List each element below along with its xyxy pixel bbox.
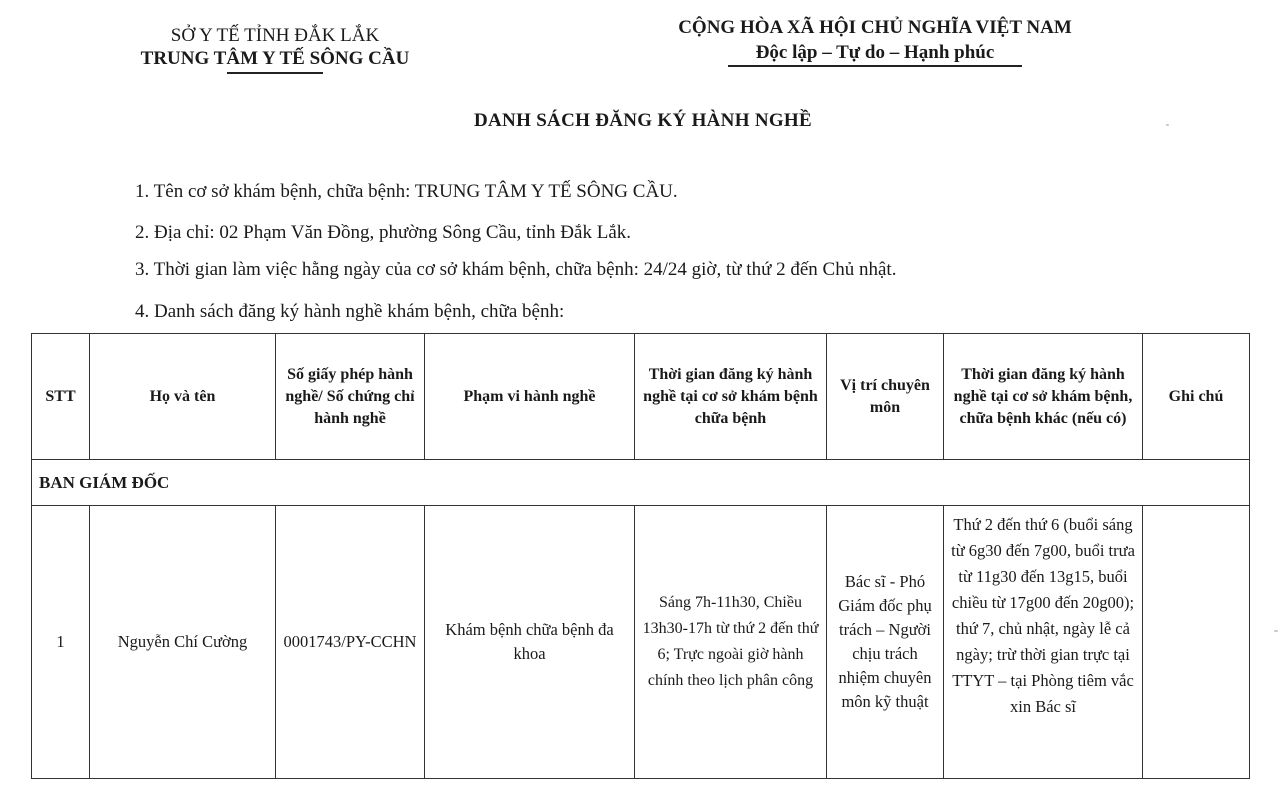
cell-full-name: Nguyễn Chí Cường [90, 506, 276, 779]
scan-speck [1166, 124, 1169, 126]
national-header [630, 16, 1120, 67]
column-header-full-name: Họ và tên [90, 334, 276, 460]
cell-other-facility-schedule: Thứ 2 đến thứ 6 (buổi sáng từ 6g30 đến 7g00, buổi trưa từ 11g30 đến 13g15, buổi chiều từ 17g00 đến 20g00); thứ 7, chủ nhật, ngày lễ cả ngày; trừ thời gian trực tại TTYT – tại Phòng tiêm vắc xin Bác sĩ [944, 506, 1143, 779]
cell-registered-schedule: Sáng 7h-11h30, Chiều 13h30-17h từ thứ 2 đến thứ 6; Trực ngoài giờ hành chính theo lịch phân công [635, 506, 827, 779]
national-title: CỘNG HÒA XÃ HỘI CHỦ NGHĨA VIỆT NAM [678, 17, 1072, 38]
document-title: DANH SÁCH ĐĂNG KÝ HÀNH NGHỀ [474, 110, 812, 131]
column-header-other-facility-schedule: Thời gian đăng ký hành nghề tại cơ sở khám bệnh, chữa bệnh khác (nếu có) [944, 334, 1143, 460]
column-header-stt: STT [32, 334, 90, 460]
table-row [32, 506, 1250, 779]
column-header-registered-schedule: Thời gian đăng ký hành nghề tại cơ sở khám bệnh chữa bệnh [635, 334, 827, 460]
cell-position: Bác sĩ - Phó Giám đốc phụ trách – Người chịu trách nhiệm chuyên môn kỹ thuật [827, 506, 944, 779]
cell-notes [1143, 506, 1250, 779]
info-item-working-hours: 3. Thời gian làm việc hằng ngày của cơ sở khám bệnh, chữa bệnh: 24/24 giờ, từ thứ 2 đến Chủ nhật. [135, 259, 897, 280]
table-header-row [32, 334, 1250, 460]
column-header-license-number: Số giấy phép hành nghề/ Số chứng chỉ hành nghề [276, 334, 425, 460]
column-header-scope: Phạm vi hành nghề [425, 334, 635, 460]
info-item-facility-name: 1. Tên cơ sở khám bệnh, chữa bệnh: TRUNG TÂM Y TẾ SÔNG CẦU. [135, 181, 678, 202]
parent-agency: SỞ Y TẾ TỈNH ĐẮK LẮK [170, 25, 380, 46]
group-row [32, 460, 1250, 506]
column-header-notes: Ghi chú [1143, 334, 1250, 460]
cell-scope: Khám bệnh chữa bệnh đa khoa [425, 506, 635, 779]
cell-license-number: 0001743/PY-CCHN [276, 506, 425, 779]
organization-name: TRUNG TÂM Y TẾ SÔNG CẦU [140, 48, 410, 69]
cell-stt: 1 [32, 506, 90, 779]
header-underline [227, 72, 323, 74]
motto-underline [728, 65, 1022, 67]
registration-table [31, 333, 1250, 779]
scan-speck [1274, 630, 1278, 632]
info-item-address: 2. Địa chỉ: 02 Phạm Văn Đồng, phường Sông Cầu, tỉnh Đắk Lắk. [135, 222, 632, 243]
info-item-registration-list: 4. Danh sách đăng ký hành nghề khám bệnh, chữa bệnh: [135, 301, 565, 322]
agency-header [100, 24, 450, 74]
column-header-position: Vị trí chuyên môn [827, 334, 944, 460]
group-label: BAN GIÁM ĐỐC [32, 460, 1250, 506]
national-motto: Độc lập – Tự do – Hạnh phúc [755, 42, 995, 63]
